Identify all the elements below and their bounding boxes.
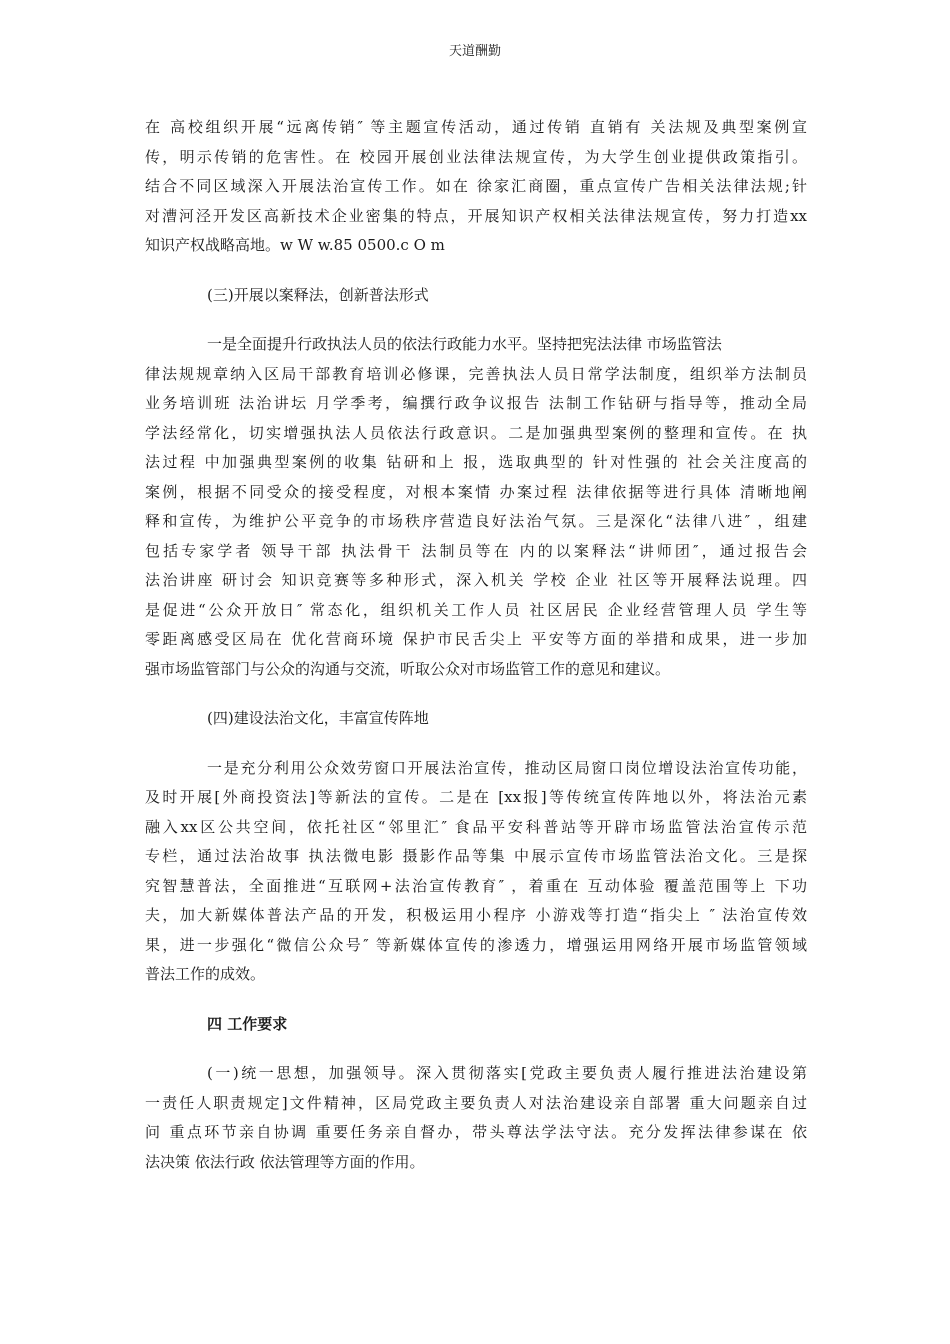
section-heading: (四)建设法治文化，丰富宣传阵地 bbox=[207, 709, 429, 727]
text-line: 学法经常化，切实增强执法人员依法行政意识。二是加强典型案例的整理和宣传。在 执 bbox=[145, 423, 807, 442]
text-line: 包括专家学者 领导干部 执法骨干 法制员等在 内的以案释法“讲师团″，通过报告会 bbox=[145, 541, 807, 560]
text-line: 是促进“公众开放日″ 常态化，组织机关工作人员 社区居民 企业经营管理人员 学生等 bbox=[145, 600, 807, 619]
page-header: 天道酬勤 bbox=[448, 44, 501, 59]
text-line: 一是充分利用公众效劳窗口开展法治宣传，推动区局窗口岗位增设法治宣传功能， bbox=[207, 758, 807, 777]
text-line: 法过程 中加强典型案例的收集 钻研和上 报，选取典型的 针对性强的 社会关注度高的 bbox=[145, 453, 807, 471]
text-line: 法治讲座 研讨会 知识竞赛等多种形式，深入机关 学校 企业 社区等开展释法说理。四 bbox=[145, 571, 807, 589]
text-line: 一是全面提升行政执法人员的依法行政能力水平。坚持把宪法法律 市场监管法 bbox=[207, 335, 722, 353]
text-line: 零距离感受区局在 优化营商环境 保护市民舌尖上 平安等方面的举措和成果，进一步加 bbox=[145, 630, 807, 648]
text-line: (一)统一思想，加强领导。深入贯彻落实[党政主要负责人履行推进法治建设第 bbox=[207, 1064, 807, 1082]
section-heading: 四 工作要求 bbox=[207, 1014, 288, 1033]
text-line: 强市场监管部门与公众的沟通与交流，听取公众对市场监管工作的意见和建议。 bbox=[145, 659, 671, 678]
text-line: 果，进一步强化“微信公众号″ 等新媒体宣传的渗透力，增强运用网络开展市场监管领域 bbox=[145, 935, 807, 954]
text-line: 普法工作的成效。 bbox=[145, 965, 266, 983]
text-line: 案例，根据不同受众的接受程度，对根本案情 办案过程 法律依据等进行具体 清晰地阐 bbox=[145, 482, 807, 501]
text-line: 及时开展[外商投资法]等新法的宣传。二是在 [xx报]等传统宣传阵地以外，将法治元素 bbox=[145, 788, 807, 806]
text-line: 专栏，通过法治故事 执法微电影 摄影作品等集 中展示宣传市场监管法治文化。三是探 bbox=[145, 847, 807, 865]
text-line: 律法规规章纳入区局干部教育培训必修课，完善执法人员日常学法制度，组织举方法制员 bbox=[145, 364, 807, 383]
paragraph bbox=[145, 113, 807, 261]
text-line: 一责任人职责规定]文件精神，区局党政主要负责人对法治建设亲自部署 重大问题亲自过 bbox=[145, 1093, 807, 1112]
text-line: 问 重点环节亲自协调 重要任务亲自督办，带头尊法学法守法。充分发挥法律参谋在 依 bbox=[145, 1123, 807, 1141]
text-line: 在 高校组织开展“远离传销″ 等主题宣传活动，通过传销 直销有 关法规及典型案例宣 bbox=[145, 118, 807, 136]
text-line: 对漕河泾开发区高新技术企业密集的特点，开展知识产权相关法律法规宣传，努力打造xx bbox=[145, 206, 807, 225]
text-line: 传，明示传销的危害性。在 校园开展创业法律法规宣传，为大学生创业提供政策指引。 bbox=[145, 147, 807, 166]
paragraph bbox=[145, 330, 807, 684]
paragraph bbox=[145, 754, 807, 990]
text-line: 究智慧普法，全面推进“互联网+法治宣传教育″ ，着重在 互动体验 覆盖范围等上 下功 bbox=[145, 876, 807, 895]
paragraph bbox=[145, 1059, 807, 1177]
text-line: 夫，加大新媒体普法产品的开发，积极运用小程序 小游戏等打造“指尖上 ″ 法治宣传效 bbox=[145, 906, 807, 924]
text-line: 法决策 依法行政 依法管理等方面的作用。 bbox=[145, 1152, 425, 1171]
text-line: 释和宣传，为维护公平竞争的市场秩序营造良好法治气氛。三是深化“法律八进″ ，组建 bbox=[145, 512, 807, 530]
document-body bbox=[145, 113, 807, 1177]
text-line: 融入xx区公共空间，依托社区“邻里汇″ 食品平安科普站等开辟市场监管法治宣传示范 bbox=[145, 817, 807, 836]
section-heading: (三)开展以案释法，创新普法形式 bbox=[207, 285, 429, 304]
text-line: 结合不同区域深入开展法治宣传工作。如在 徐家汇商圈，重点宣传广告相关法律法规;针 bbox=[145, 177, 807, 195]
text-line: 业务培训班 法治讲坛 月学季考，编撰行政争议报告 法制工作钻研与指导等，推动全局 bbox=[145, 394, 807, 412]
text-line: 知识产权战略高地。w W w.85 0500.c O m bbox=[145, 236, 445, 254]
